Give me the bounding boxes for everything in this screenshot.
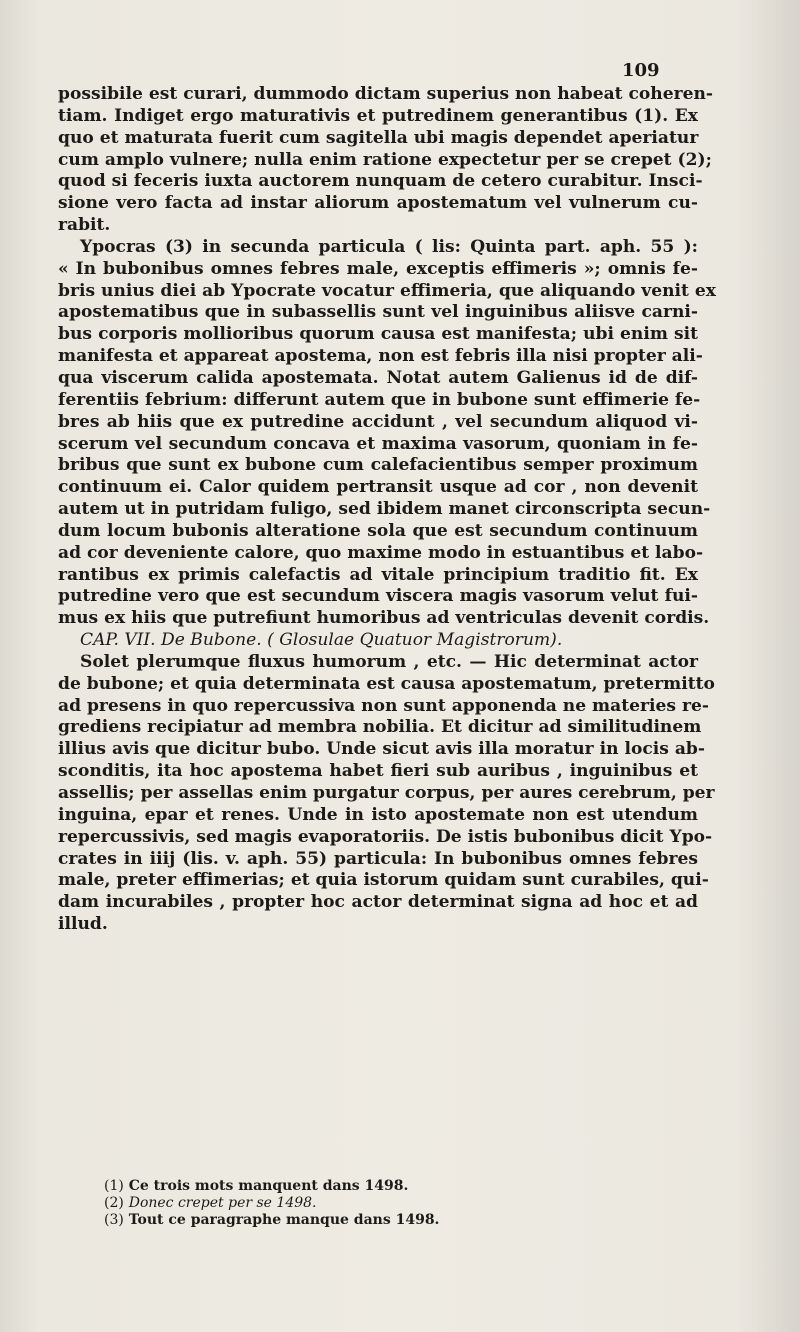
text-line: ad presens in quo repercussiva non sunt apponenda ne materies re- [58,695,709,716]
text-line: crates in iiij (lis. v. aph. 55) particula: In bubonibus omnes febres [58,848,698,869]
footnote [104,1195,439,1212]
chapter-heading: CAP. VII. De Bubone. ( Glosulae Quatuor Magistrorum). [80,630,563,651]
text-line: bribus que sunt ex bubone cum calefacientibus semper proximum [58,455,698,476]
text-line: grediens recipiatur ad membra nobilia. Et dicitur ad similitudinem [58,717,702,738]
footnotes [104,1178,439,1229]
footnote-mark: (3) [104,1212,124,1228]
text-line: scerum vel secundum concava et maxima vasorum, quoniam in fe- [58,433,698,454]
text-line: quo et maturata fuerit cum sagitella ubi magis dependet aperiatur [58,127,699,148]
text-line: « In bubonibus omnes febres male, exceptis effimeris »; omnis fe- [58,258,698,279]
text-line: inguina, epar et renes. Unde in isto apostemate non est utendum [58,804,698,825]
text-line: repercussivis, sed magis evaporatoriis. De istis bubonibus dicit Ypo- [58,826,713,847]
text-line: assellis; per assellas enim purgatur corpus, per aures cerebrum, per [58,783,715,803]
text-line: continuum ei. Calor quidem pertransit usque ad cor , non devenit [58,477,698,498]
footnote-text: Tout ce paragraphe manque dans 1498. [128,1212,440,1228]
text-line: autem ut in putridam fuligo, sed ibidem manet circonscripta secun- [58,499,711,520]
text-line: dum locum bubonis alteratione sola que est secundum continuum [58,520,698,541]
text-line: quod si feceris iuxta auctorem nunquam de cetero curabitur. Insci- [58,171,703,192]
text-line: cum amplo vulnere; nulla enim ratione expectetur per se crepet (2); [58,149,712,170]
text-line: bres ab hiis que ex putredine accidunt , vel secundum aliquod vi- [58,411,698,432]
text-line: male, preter effimerias; et quia istorum quidam sunt curabiles, qui- [58,870,709,891]
text-line: ferentiis febrium: differunt autem que in bubone sunt effimerie fe- [58,389,701,410]
text-line: sione vero facta ad instar aliorum apostematum vel vulnerum cu- [58,193,698,214]
text-line: ad cor deveniente calore, quo maxime modo in estuantibus et labo- [58,542,704,563]
page-number: 109 [622,60,660,81]
text-line: Solet plerumque fluxus humorum , etc. — Hic determinat actor [80,651,698,672]
footnote-mark: (1) [104,1178,124,1194]
text-line: de bubone; et quia determinata est causa apostematum, pretermitto [58,673,715,694]
text-line: apostematibus que in subassellis sunt vel inguinibus aliisve carni- [58,302,698,323]
text-line: illud. [58,914,108,935]
footnote-text: Ce trois mots manquent dans 1498. [128,1178,409,1194]
text-line: putredine vero que est secundum viscera magis vasorum velut fui- [58,586,698,607]
text-line: sconditis, ita hoc apostema habet fieri sub auribus , inguinibus et [58,761,698,782]
text-line: manifesta et appareat apostema, non est febris illa nisi propter ali- [58,346,703,367]
text-line: bus corporis mollioribus quorum causa est manifesta; ubi enim sit [58,324,698,345]
text-line: illius avis que dicitur bubo. Unde sicut avis illa moratur in locis ab- [58,739,705,760]
text-line: qua viscerum calida apostemata. Notat autem Galienus id de dif- [58,367,698,388]
footnote-mark: (2) [104,1195,124,1211]
footnote-text: Donec crepet per se 1498. [128,1195,317,1211]
text-line: dam incurabiles , propter hoc actor determinat signa ad hoc et ad [58,892,698,913]
text-line: possibile est curari, dummodo dictam superius non habeat coheren- [58,84,714,104]
text-line: mus ex hiis que putrefiunt humoribus ad ventriculas devenit cordis. [58,608,710,629]
text-line: rabit. [58,215,111,236]
body-text [58,84,716,936]
text-line: rantibus ex primis calefactis ad vitale principium traditio fit. Ex [58,564,698,585]
footnote [104,1212,439,1229]
footnote [104,1178,439,1195]
text-line: tiam. Indiget ergo maturativis et putredinem generantibus (1). Ex [58,105,698,126]
text-line: Ypocras (3) in secunda particula ( lis: Quinta part. aph. 55 ): [80,236,698,257]
text-line: bris unius diei ab Ypocrate vocatur effimeria, que aliquando venit ex [58,280,716,301]
